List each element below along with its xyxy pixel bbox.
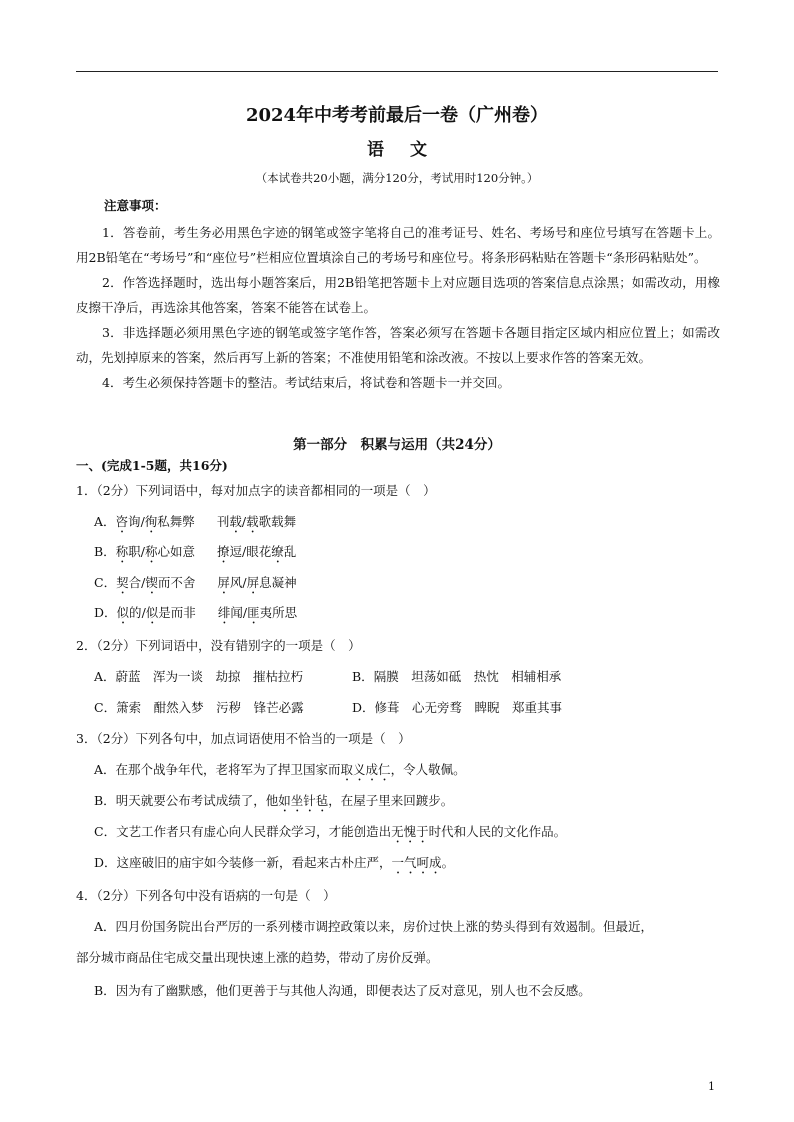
separator: / xyxy=(140,514,145,529)
exam-title: 2024年中考考前最后一卷（广州卷） xyxy=(245,105,549,126)
option-label: B． xyxy=(94,544,116,559)
dotted-char: 称 xyxy=(144,544,158,559)
dotted-char: 撩 xyxy=(216,544,230,559)
option-text: 在那个战争年代，老将军为了捍卫国家而 xyxy=(115,762,341,777)
separator: / xyxy=(242,575,247,590)
option-label: D． xyxy=(94,605,117,620)
option-text: 修葺 心无旁骛 睥睨 郑重其事 xyxy=(374,700,563,715)
note-item: 1．答卷前，考生务必用黑色字迹的钢笔或签字笔将自己的准考证号、姓名、考场号和座位号填写在答题卡上。用2B铅笔在“考场号”和“座位号”栏相应位置填涂自己的考场号和座位号。将条形码粘贴在答题卡“条形码粘贴处”。 xyxy=(76,225,720,265)
option-label: C． xyxy=(94,575,117,590)
question-1-option-b xyxy=(94,543,296,566)
dotted-phrase: 一气呵成 xyxy=(391,855,442,870)
dotted-char: 似 xyxy=(116,605,130,620)
dotted-phrase: 无愧于 xyxy=(391,824,429,839)
word-part: 歌载舞 xyxy=(258,514,297,529)
question-4-stem: 4．（2分）下列各句中没有语病的一句是（ ） xyxy=(76,888,336,903)
option-text: 隔膜 坦荡如砥 热忱 相辅相承 xyxy=(373,669,562,684)
exam-info: （本试卷共20小题，满分120分，考试用时120分钟。） xyxy=(255,171,539,185)
word-part: 夷所思 xyxy=(259,605,298,620)
dotted-char: 载 xyxy=(229,514,242,529)
option-label: A． xyxy=(94,514,116,529)
note-item: 3．非选择题必须用黑色字迹的钢笔或签字笔作答，答案必须写在答题卡各题目指定区域内相应位置上；如需改动，先划掉原来的答案，然后再写上新的答案；不准使用铅笔和涂改液。不按以上要求作答的答案无效。 xyxy=(76,325,720,365)
word-part: 逗 xyxy=(229,544,242,559)
question-2-stem: 2．（2分）下列词语中，没有错别字的一项是（ ） xyxy=(76,638,361,653)
dotted-char: 屏 xyxy=(246,575,260,590)
word-part: 询 xyxy=(128,514,141,529)
question-4-option-a xyxy=(94,918,653,936)
word-part: 眼花 xyxy=(246,544,272,559)
word-part: 是而非 xyxy=(158,605,196,620)
page-number: 1 xyxy=(708,1080,715,1093)
option-label: C． xyxy=(94,824,117,839)
question-1-option-c xyxy=(94,574,297,597)
option-text: 箫索 酣然入梦 污秽 锋芒必露 xyxy=(116,700,304,715)
question-3-option-d xyxy=(94,854,454,877)
option-label: D． xyxy=(352,700,375,715)
part-title: 第一部分 积累与运用（共24分） xyxy=(293,437,501,453)
header-rule xyxy=(76,71,718,72)
word-part: 的 xyxy=(129,605,142,620)
option-text: 因为有了幽默感，他们更善于与其他人沟通，即便表达了反对意见，别人也不会反感。 xyxy=(115,983,591,998)
question-2-option-a xyxy=(94,668,303,686)
option-text: 时代和人民的文化作品。 xyxy=(428,824,567,839)
question-2-option-b xyxy=(352,668,561,686)
option-label: B． xyxy=(94,793,116,808)
separator: / xyxy=(242,605,248,620)
dotted-char: 载 xyxy=(246,514,259,529)
separator: / xyxy=(141,605,146,620)
option-text: 明天就要公布考试成绩了，他 xyxy=(115,793,279,808)
option-label: B． xyxy=(352,669,374,684)
word-part: 职 xyxy=(128,544,141,559)
word-part: 刊 xyxy=(216,514,230,529)
dotted-char: 徇 xyxy=(144,514,158,529)
question-4-option-a-cont: 部分城市商品住宅成交量出现快速上涨的趋势，带动了房价反弹。 xyxy=(76,950,439,965)
dotted-char: 绯 xyxy=(217,605,231,620)
option-label: C． xyxy=(94,700,117,715)
word-part: 乱 xyxy=(283,544,297,559)
dotted-char: 似 xyxy=(145,605,159,620)
question-2-option-c xyxy=(94,699,304,717)
word-part: 闻 xyxy=(230,605,243,620)
dotted-char: 缭 xyxy=(271,544,284,559)
question-3-stem: 3．（2分）下列各句中，加点词语使用不恰当的一项是（ ） xyxy=(76,731,411,746)
dotted-char: 锲 xyxy=(145,575,158,590)
notes-heading: 注意事项： xyxy=(104,198,167,213)
option-text: 蔚蓝 浑为一谈 劫掠 摧枯拉朽 xyxy=(115,669,304,684)
dotted-char: 屏 xyxy=(217,575,230,590)
separator: / xyxy=(140,544,145,559)
question-1-option-d xyxy=(94,604,297,627)
dotted-char: 咨 xyxy=(115,514,129,529)
option-text: ，令人敬佩。 xyxy=(390,762,466,777)
question-1-stem: 1．（2分）下列词语中，每对加点字的读音都相同的一项是（ ） xyxy=(76,483,436,498)
dotted-char: 称 xyxy=(115,544,129,559)
notes-list xyxy=(76,220,720,395)
subject-title: 语文 xyxy=(367,140,453,160)
option-label: B． xyxy=(94,983,116,998)
option-text: 文艺工作者只有虚心向人民群众学习，才能创造出 xyxy=(116,824,392,839)
option-label: D． xyxy=(94,855,117,870)
word-part: 风 xyxy=(229,575,243,590)
word-part: 息凝神 xyxy=(259,575,297,590)
option-text: 这座破旧的庙宇如今装修一新，看起来古朴庄严， xyxy=(116,855,392,870)
option-text: 。 xyxy=(441,855,455,870)
word-part: 心如意 xyxy=(157,544,195,559)
word-part: 而不舍 xyxy=(157,575,196,590)
note-item: 2．作答选择题时，选出每小题答案后，用2B铅笔把答题卡上对应题目选项的答案信息点涂黑；如需改动，用橡皮擦干净后，再选涂其他答案，答案不能答在试卷上。 xyxy=(76,275,720,315)
option-text: 四月份国务院出台严厉的一系列楼市调控政策以来，房价过快上涨的势头得到有效遏制。但最近， xyxy=(115,919,654,934)
question-3-option-a xyxy=(94,761,466,784)
note-item: 4．考生必须保持答题卡的整洁。考试结束后，将试卷和答题卡一并交回。 xyxy=(102,375,510,390)
option-text: ，在屋子里来回踱步。 xyxy=(328,793,454,808)
word-part: 私舞弊 xyxy=(157,514,195,529)
option-label: A． xyxy=(94,762,116,777)
question-3-option-b xyxy=(94,792,453,815)
separator: / xyxy=(242,544,247,559)
option-label: A． xyxy=(94,669,116,684)
separator: / xyxy=(241,514,247,529)
option-label: A． xyxy=(94,919,116,934)
dotted-phrase: 如坐针毡 xyxy=(278,793,329,808)
word-part: 合 xyxy=(128,575,142,590)
question-4-option-b xyxy=(94,982,591,1000)
dotted-char: 契 xyxy=(116,575,129,590)
question-1-option-a xyxy=(94,513,296,536)
section-title: 一、(完成1-5题，共16分) xyxy=(76,458,228,473)
dotted-char: 匪 xyxy=(247,605,260,620)
question-3-option-c xyxy=(94,823,566,846)
separator: / xyxy=(141,575,146,590)
question-2-option-d xyxy=(352,699,562,717)
dotted-phrase: 取义成仁 xyxy=(340,762,391,777)
